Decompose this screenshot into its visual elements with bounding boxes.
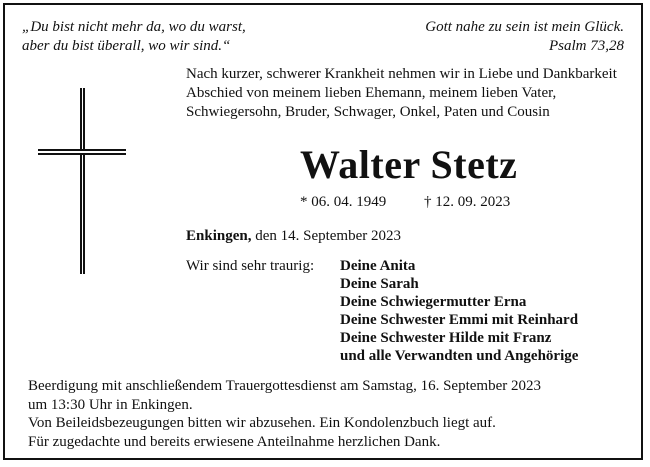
intro-line-1: Nach kurzer, schwerer Krankheit nehmen wir in Liebe und Dankbarkeit (186, 66, 617, 82)
footer-text (28, 377, 541, 451)
quote-left-line-1: „Du bist nicht mehr da, wo du warst, (22, 19, 246, 35)
mourning-label: Wir sind sehr traurig: (186, 258, 315, 274)
cross-horizontal-beam (38, 149, 126, 155)
mourner: und alle Verwandten und Angehörige (340, 348, 579, 364)
date: den 14. September 2023 (251, 228, 402, 244)
cross-vertical-beam (80, 88, 85, 274)
mourner: Deine Sarah (340, 276, 419, 292)
mourner: Deine Schwester Emmi mit Reinhard (340, 312, 579, 328)
footer-line-2: um 13:30 Uhr in Enkingen. (28, 396, 193, 413)
intro-line-3: Schwiegersohn, Bruder, Schwager, Onkel, Paten und Cousin (186, 104, 550, 120)
intro-text (186, 65, 617, 122)
mourner: Deine Schwester Hilde mit Franz (340, 330, 552, 346)
quote-left-line-2: aber du bist überall, wo wir sind.“ (22, 38, 231, 54)
quote-right-line-1: Gott nahe zu sein ist mein Glück. (425, 19, 624, 35)
footer-line-3: Von Beileidsbezeugungen bitten wir abzusehen. Ein Kondolenzbuch liegt auf. (28, 415, 496, 431)
birth-date: * 06. 04. 1949 (300, 194, 387, 210)
quote-right-line-2: Psalm 73,28 (549, 38, 624, 54)
place: Enkingen, (186, 228, 252, 244)
quote-left (22, 18, 246, 56)
footer-line-4: Für zugedachte und bereits erwiesene Anteilnahme herzlichen Dank. (28, 433, 441, 450)
footer-line-1: Beerdigung mit anschließendem Trauergottesdienst am Samstag, 16. September 2023 (28, 378, 541, 394)
place-and-date (186, 227, 401, 246)
death-date: † 12. 09. 2023 (424, 194, 511, 210)
intro-line-2: Abschied von meinem lieben Ehemann, meinem lieben Vater, (186, 85, 557, 101)
quote-right (425, 18, 624, 56)
deceased-name: Walter Stetz (300, 142, 518, 187)
mourners-list (340, 257, 578, 365)
mourner: Deine Schwiegermutter Erna (340, 294, 527, 310)
mourner: Deine Anita (340, 258, 416, 274)
